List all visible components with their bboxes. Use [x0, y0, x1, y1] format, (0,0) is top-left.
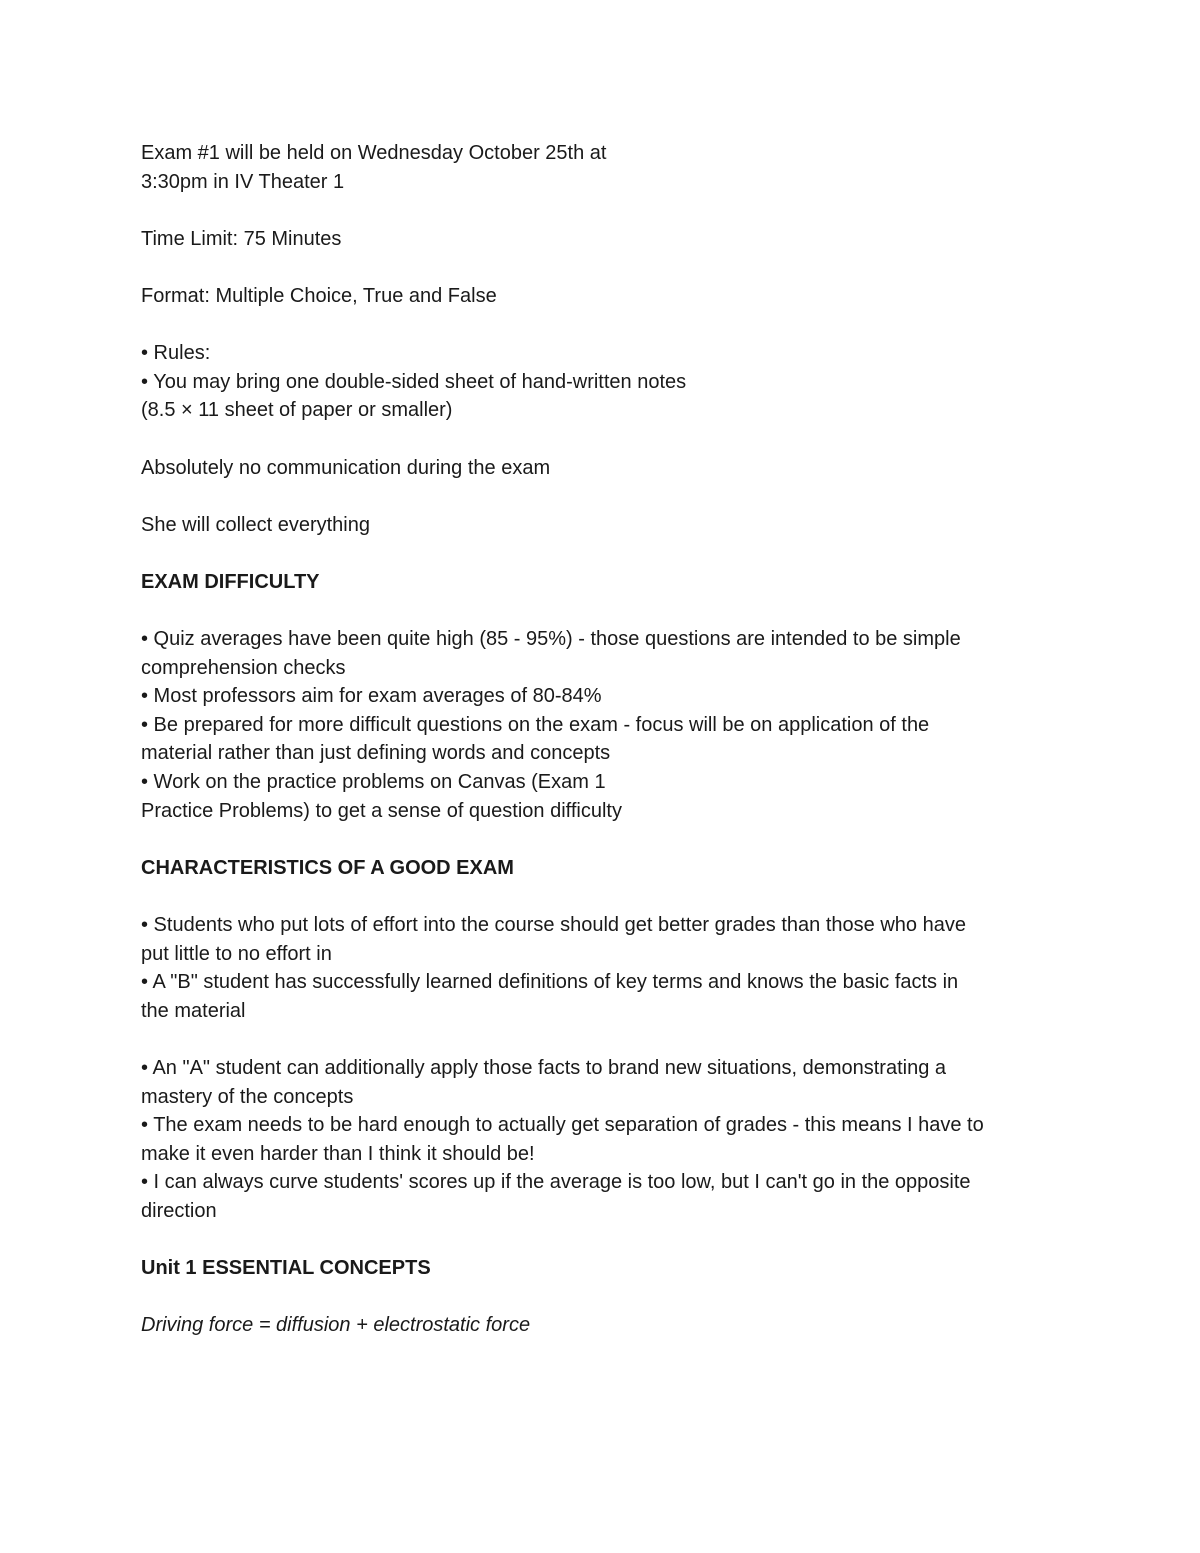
exam-location-line: 3:30pm in IV Theater 1 — [141, 170, 345, 193]
difficulty-line: Practice Problems) to get a sense of question difficulty — [141, 799, 622, 822]
good-exam-line: • An "A" student can additionally apply those facts to brand new situations, demonstrating a — [141, 1057, 947, 1079]
good-exam-line: put little to no effort in — [141, 942, 332, 965]
good-exam-line: make it even harder than I think it should be! — [141, 1142, 535, 1165]
spacer — [141, 539, 1071, 568]
good-exam-line: • The exam needs to be hard enough to actually get separation of grades - this means I have to — [141, 1114, 984, 1137]
good-exam-line: the material — [141, 999, 246, 1022]
spacer — [141, 1226, 1071, 1255]
time-limit: Time Limit: 75 Minutes — [141, 227, 342, 250]
rules-no-communication: Absolutely no communication during the exam — [141, 456, 551, 479]
spacer — [141, 425, 1071, 454]
document-page — [141, 139, 1071, 1340]
exam-date-line: Exam #1 will be held on Wednesday October 25th at — [141, 142, 607, 164]
difficulty-line: • Quiz averages have been quite high (85 - 95%) - those questions are intended to be simple — [141, 628, 961, 651]
spacer — [141, 597, 1071, 626]
good-exam-line: mastery of the concepts — [141, 1085, 354, 1108]
difficulty-line: comprehension checks — [141, 656, 346, 679]
exam-format: Format: Multiple Choice, True and False — [141, 284, 497, 307]
good-exam-line: • A "B" student has successfully learned definitions of key terms and knows the basic facts in — [141, 971, 959, 994]
good-exam-line: direction — [141, 1199, 217, 1222]
difficulty-line: • Be prepared for more difficult questions on the exam - focus will be on application of the — [141, 713, 930, 736]
section-heading-unit1: Unit 1 ESSENTIAL CONCEPTS — [141, 1257, 431, 1280]
good-exam-line: • I can always curve students' scores up if the average is too low, but I can't go in the opposite — [141, 1171, 971, 1194]
good-exam-line: • Students who put lots of effort into the course should get better grades than those who have — [141, 914, 966, 937]
spacer — [141, 196, 1071, 225]
section-heading-good-exam: CHARACTERISTICS OF A GOOD EXAM — [141, 856, 514, 879]
difficulty-line: • Most professors aim for exam averages of 80-84% — [141, 685, 602, 708]
driving-force-formula: Driving force = diffusion + electrostatic force — [141, 1314, 531, 1337]
spacer — [141, 825, 1071, 854]
spacer — [141, 1025, 1071, 1054]
rules-collect: She will collect everything — [141, 513, 370, 536]
spacer — [141, 882, 1071, 911]
rules-item-notes-size: (8.5 × 11 sheet of paper or smaller) — [141, 399, 453, 422]
difficulty-line: material rather than just defining words and concepts — [141, 742, 611, 765]
section-heading-exam-difficulty: EXAM DIFFICULTY — [141, 570, 320, 593]
spacer — [141, 253, 1071, 282]
rules-heading: • Rules: — [141, 342, 211, 365]
spacer — [141, 1283, 1071, 1312]
rules-item-notes: • You may bring one double-sided sheet of hand-written notes — [141, 370, 687, 393]
difficulty-line: • Work on the practice problems on Canvas (Exam 1 — [141, 771, 606, 794]
spacer — [141, 311, 1071, 340]
spacer — [141, 482, 1071, 511]
